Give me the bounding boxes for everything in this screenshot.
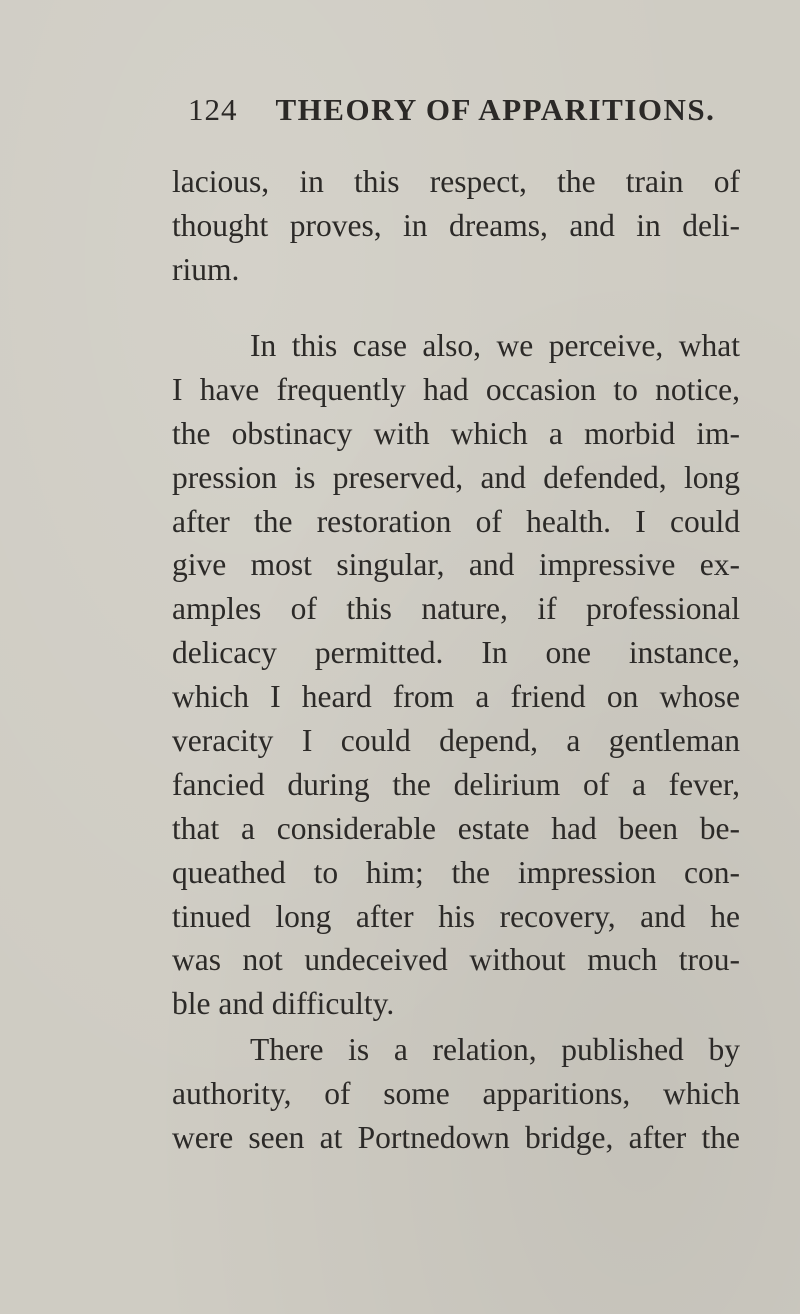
text-line: the obstinacy with which a morbid im- [172,415,740,451]
text-line: that a considerable estate had been be- [172,810,740,846]
paragraph-3 [172,1028,740,1160]
text-line: amples of this nature, if professional [172,591,740,627]
running-title: THEORY OF APPARITIONS. [275,92,716,127]
text-line: which I heard from a friend on whose [172,679,740,715]
text-line: tinued long after his recovery, and he [172,898,740,934]
text-line: rium. [172,251,240,287]
text-line: delicacy permitted. In one instance, [172,635,740,671]
text-line: pression is preserved, and defended, long [172,459,740,495]
text-line: In this case also, we perceive, what [250,328,740,363]
page-number: 124 [188,92,238,127]
text-line: was not undeceived without much trou- [172,942,740,978]
text-line: after the restoration of health. I could [172,503,740,539]
text-line: were seen at Portnedown bridge, after the [172,1119,740,1155]
text-line: queathed to him; the impression con- [172,854,740,890]
text-line: There is a relation, published by [250,1032,740,1067]
text-line: thought proves, in dreams, and in deli- [172,207,740,243]
text-line: authority, of some apparitions, which [172,1075,740,1111]
text-line: I have frequently had occasion to notice, [172,371,740,407]
paragraph-2 [172,324,740,1026]
paragraph-1 [172,160,740,292]
text-line: lacious, in this respect, the train of [172,164,740,199]
text-line: ble and difficulty. [172,986,395,1022]
text-line: give most singular, and impressive ex- [172,547,740,583]
text-line: veracity I could depend, a gentleman [172,723,740,759]
running-header [188,92,748,136]
text-line: fancied during the delirium of a fever, [172,766,740,802]
